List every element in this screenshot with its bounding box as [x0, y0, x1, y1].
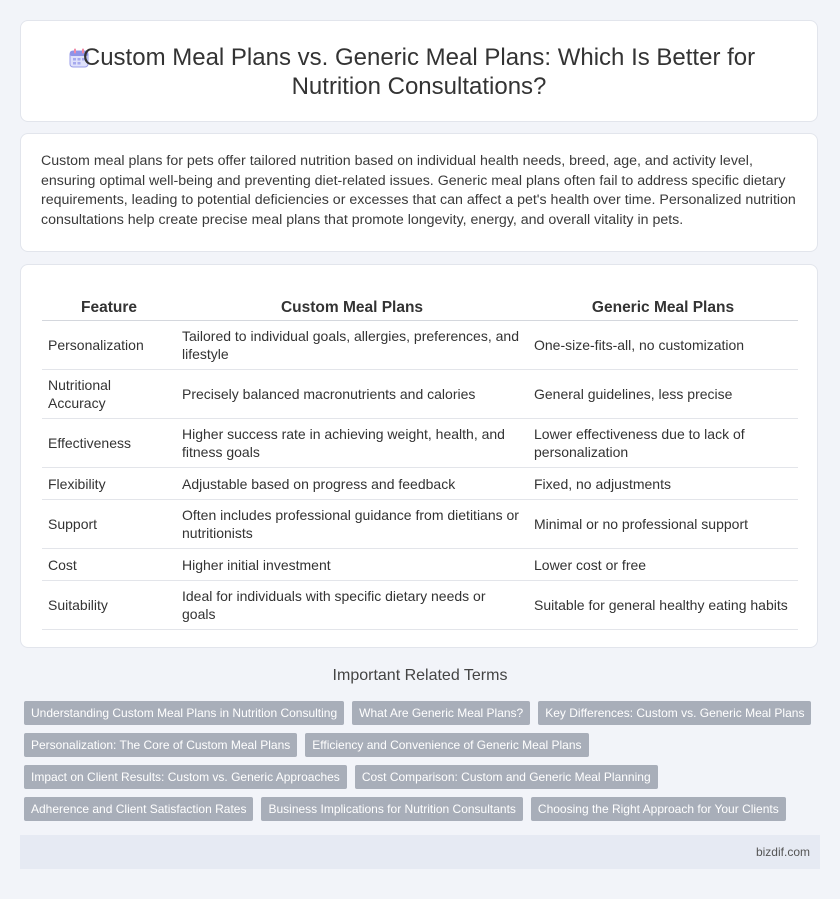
table-row — [42, 468, 798, 500]
term-tag[interactable]: Personalization: The Core of Custom Meal Plans — [24, 733, 297, 757]
term-tag[interactable]: Business Implications for Nutrition Consultants — [261, 797, 522, 821]
cell-custom: Adjustable based on progress and feedback — [176, 468, 528, 500]
cell-custom: Tailored to individual goals, allergies, preferences, and lifestyle — [176, 321, 528, 370]
table-row — [42, 321, 798, 370]
tag-row — [24, 733, 824, 757]
cell-custom: Higher success rate in achieving weight, health, and fitness goals — [176, 419, 528, 468]
comparison-card — [20, 264, 818, 648]
intro-card — [20, 133, 818, 252]
term-tag[interactable]: Understanding Custom Meal Plans in Nutrition Consulting — [24, 701, 344, 725]
table-row — [42, 549, 798, 581]
comparison-table — [42, 295, 798, 630]
cell-generic: General guidelines, less precise — [528, 370, 798, 419]
header-custom: Custom Meal Plans — [176, 295, 528, 321]
tag-row — [24, 797, 824, 821]
cell-feature: Effectiveness — [42, 419, 176, 468]
term-tag[interactable]: Cost Comparison: Custom and Generic Meal Planning — [355, 765, 658, 789]
term-tag[interactable]: Choosing the Right Approach for Your Clients — [531, 797, 786, 821]
footer-site-link[interactable]: bizdif.com — [755, 845, 810, 859]
cell-feature: Personalization — [42, 321, 176, 370]
related-terms-heading: Important Related Terms — [332, 667, 508, 684]
cell-feature: Suitability — [42, 581, 176, 630]
cell-generic: Suitable for general healthy eating habits — [528, 581, 798, 630]
intro-paragraph: Custom meal plans for pets offer tailored nutrition based on individual health needs, breed, age, and activity level, ensuring optimal well-being and preventing diet-related issues. Generic meal plans often fail to address specific dietary requirements, leading to potential deficiencies or excesses that can affect a pet's health over time. Personalized nutrition consultations help create precise meal plans that promote longevity, energy, and overall vitality in pets. — [41, 153, 796, 228]
related-terms-list — [24, 701, 824, 829]
cell-feature: Flexibility — [42, 468, 176, 500]
table-row — [42, 419, 798, 468]
cell-custom: Often includes professional guidance from dietitians or nutritionists — [176, 500, 528, 549]
cell-generic: Lower cost or free — [528, 549, 798, 581]
title-card — [20, 20, 818, 122]
cell-custom: Ideal for individuals with specific dietary needs or goals — [176, 581, 528, 630]
term-tag[interactable]: Adherence and Client Satisfaction Rates — [24, 797, 253, 821]
cell-generic: Fixed, no adjustments — [528, 468, 798, 500]
cell-custom: Higher initial investment — [176, 549, 528, 581]
cell-feature: Support — [42, 500, 176, 549]
term-tag[interactable]: Efficiency and Convenience of Generic Meal Plans — [305, 733, 588, 757]
cell-feature: Nutritional Accuracy — [42, 370, 176, 419]
table-row — [42, 500, 798, 549]
table-row — [42, 370, 798, 419]
page-title: Custom Meal Plans vs. Generic Meal Plans: Which Is Better for Nutrition Consultations? — [82, 44, 756, 100]
term-tag[interactable]: What Are Generic Meal Plans? — [352, 701, 530, 725]
cell-custom: Precisely balanced macronutrients and calories — [176, 370, 528, 419]
term-tag[interactable]: Impact on Client Results: Custom vs. Generic Approaches — [24, 765, 347, 789]
tag-row — [24, 765, 824, 789]
cell-generic: One-size-fits-all, no customization — [528, 321, 798, 370]
header-generic: Generic Meal Plans — [528, 295, 798, 321]
tag-row — [24, 701, 824, 725]
footer — [20, 835, 820, 869]
cell-generic: Lower effectiveness due to lack of personalization — [528, 419, 798, 468]
header-feature: Feature — [42, 295, 176, 321]
table-header-row — [42, 295, 798, 321]
table-row — [42, 581, 798, 630]
term-tag[interactable]: Key Differences: Custom vs. Generic Meal Plans — [538, 701, 811, 725]
cell-generic: Minimal or no professional support — [528, 500, 798, 549]
cell-feature: Cost — [42, 549, 176, 581]
